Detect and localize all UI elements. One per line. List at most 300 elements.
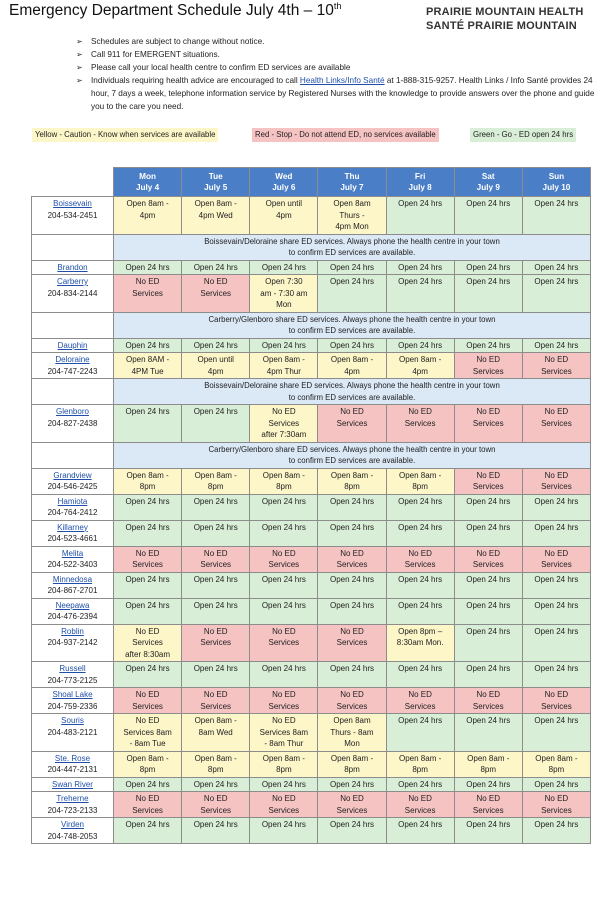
note-line: Boissevain/Deloraine share ED services. Always phone the health centre in your town bbox=[204, 236, 500, 246]
cell-line: Open 8am - bbox=[535, 753, 578, 763]
schedule-cell bbox=[318, 818, 386, 844]
schedule-cell bbox=[386, 197, 454, 235]
cell-line: Services bbox=[132, 560, 163, 569]
schedule-cell bbox=[522, 353, 590, 379]
note-line: to confirm ED services are available. bbox=[288, 456, 416, 465]
schedule-cell bbox=[318, 688, 386, 714]
schedule-cell bbox=[250, 624, 318, 662]
town-link[interactable]: Brandon bbox=[57, 262, 88, 272]
day-date: July 10 bbox=[542, 183, 571, 192]
schedule-cell bbox=[318, 353, 386, 379]
schedule-cell bbox=[250, 520, 318, 546]
cell-line: Open 24 hrs bbox=[261, 340, 306, 350]
legend-red: Red - Stop - Do not attend ED, no services available bbox=[252, 128, 439, 142]
cell-line: Open 8am - bbox=[194, 199, 237, 208]
schedule-cell bbox=[522, 792, 590, 818]
day-header bbox=[182, 168, 250, 197]
cell-line: Services bbox=[404, 805, 436, 815]
schedule-cell bbox=[318, 520, 386, 546]
schedule-cell bbox=[182, 405, 250, 443]
note-line: to confirm ED services are available. bbox=[288, 326, 416, 335]
town-link[interactable]: Carberry bbox=[56, 277, 89, 286]
cell-line: No ED bbox=[544, 690, 569, 699]
day-header bbox=[114, 168, 182, 197]
town-phone: 204-759-2336 bbox=[47, 701, 98, 711]
cell-line: No ED bbox=[203, 690, 228, 699]
shared-services-note bbox=[114, 234, 591, 260]
town-link[interactable]: Ste. Rose bbox=[54, 753, 91, 763]
schedule-cell bbox=[114, 792, 182, 818]
table-row bbox=[32, 494, 591, 520]
cell-line: No ED bbox=[272, 716, 296, 725]
cell-line: 8pm bbox=[480, 765, 497, 774]
cell-line: No ED bbox=[340, 407, 364, 416]
cell-line: Open 24 hrs bbox=[261, 574, 306, 584]
corner-cell bbox=[32, 168, 114, 197]
schedule-cell bbox=[386, 818, 454, 844]
day-date: July 9 bbox=[476, 183, 500, 192]
shared-services-note-row bbox=[32, 234, 591, 260]
cell-line: Open 24 hrs bbox=[193, 340, 238, 350]
schedule-cell bbox=[318, 777, 386, 792]
blank-cell bbox=[32, 442, 114, 468]
cell-line: Services bbox=[472, 805, 504, 815]
blank-cell bbox=[32, 312, 114, 338]
town-phone: 204-723-2133 bbox=[47, 805, 98, 815]
cell-line: Thurs - 8am bbox=[330, 727, 374, 737]
town-phone: 204-867-2701 bbox=[47, 586, 98, 595]
schedule-cell bbox=[114, 197, 182, 235]
shared-services-note bbox=[114, 442, 591, 468]
schedule-cell bbox=[182, 197, 250, 235]
table-row bbox=[32, 338, 591, 353]
cell-line: Open 24 hrs bbox=[466, 277, 511, 286]
cell-line: Open 24 hrs bbox=[466, 574, 511, 584]
cell-line: 8pm bbox=[344, 482, 360, 491]
cell-line: after 8:30am bbox=[125, 649, 171, 659]
schedule-cell bbox=[386, 353, 454, 379]
cell-line: Open 24 hrs bbox=[329, 820, 374, 829]
cell-line: Services bbox=[404, 701, 436, 711]
shared-services-note bbox=[114, 379, 591, 405]
cell-line: Open 24 hrs bbox=[193, 779, 238, 789]
schedule-cell bbox=[454, 792, 522, 818]
schedule-cell bbox=[454, 494, 522, 520]
schedule-cell bbox=[182, 624, 250, 662]
cell-line: 8pm bbox=[139, 482, 156, 491]
cell-line: Open 24 hrs bbox=[534, 262, 579, 272]
schedule-cell bbox=[182, 572, 250, 598]
schedule-cell bbox=[114, 353, 182, 379]
cell-line: Open 8AM - bbox=[126, 355, 170, 364]
cell-line: Open 24 hrs bbox=[534, 626, 579, 636]
day-header bbox=[454, 168, 522, 197]
town-link[interactable]: Treherne bbox=[56, 794, 89, 803]
cell-line: No ED bbox=[544, 355, 569, 364]
table-row bbox=[32, 353, 591, 379]
schedule-cell bbox=[182, 792, 250, 818]
cell-line: 8pm bbox=[276, 765, 292, 774]
schedule-cell bbox=[318, 546, 386, 572]
cell-line: Services bbox=[132, 701, 163, 711]
schedule-cell bbox=[386, 405, 454, 443]
schedule-cell bbox=[454, 353, 522, 379]
schedule-cell bbox=[386, 338, 454, 353]
schedule-cell bbox=[454, 751, 522, 777]
cell-line: Open 24 hrs bbox=[125, 522, 170, 532]
cell-line: Open 24 hrs bbox=[329, 277, 374, 286]
town-phone: 204-534-2451 bbox=[47, 210, 98, 220]
schedule-cell bbox=[182, 546, 250, 572]
schedule-cell bbox=[182, 777, 250, 792]
brand-line-2: SANTÉ PRAIRIE MOUNTAIN bbox=[426, 20, 577, 32]
schedule-cell bbox=[114, 777, 182, 792]
town-phone: 204-937-2142 bbox=[47, 638, 98, 647]
town-cell bbox=[32, 494, 114, 520]
cell-line: Open 24 hrs bbox=[125, 820, 170, 829]
health-links-link[interactable]: Health Links/Info Santé bbox=[299, 76, 385, 85]
table-row bbox=[32, 546, 591, 572]
schedule-cell bbox=[114, 338, 182, 353]
cell-line: Open 7:30 bbox=[265, 277, 303, 286]
schedule-cell bbox=[454, 338, 522, 353]
town-cell bbox=[32, 275, 114, 313]
schedule-cell bbox=[114, 688, 182, 714]
cell-line: Open 8am - bbox=[330, 753, 374, 763]
town-phone: 204-748-2053 bbox=[47, 831, 98, 841]
cell-line: Open 8am - bbox=[399, 355, 442, 364]
schedule-cell bbox=[522, 338, 590, 353]
day-header bbox=[386, 168, 454, 197]
cell-line: 4PM Tue bbox=[131, 366, 164, 376]
schedule-cell bbox=[318, 714, 386, 752]
cell-line: Services bbox=[472, 701, 504, 711]
cell-line: No ED bbox=[476, 548, 501, 558]
schedule-cell bbox=[250, 688, 318, 714]
note-line: Boissevain/Deloraine share ED services. Always phone the health centre in your town bbox=[204, 381, 500, 390]
table-row bbox=[32, 468, 591, 494]
town-link[interactable]: Shoal Lake bbox=[52, 690, 93, 699]
cell-line: Open 24 hrs bbox=[534, 779, 579, 789]
cell-line: No ED bbox=[272, 794, 296, 803]
schedule-cell bbox=[386, 468, 454, 494]
cell-line: Thurs - bbox=[339, 210, 365, 220]
cell-line: No ED bbox=[203, 626, 228, 636]
town-link[interactable]: Grandview bbox=[53, 470, 92, 480]
town-cell bbox=[32, 197, 114, 235]
schedule-cell bbox=[454, 572, 522, 598]
cell-line: - 8am Tue bbox=[129, 739, 166, 748]
cell-line: Open 24 hrs bbox=[125, 340, 170, 350]
schedule-cell bbox=[182, 688, 250, 714]
page-title-sup: th bbox=[333, 1, 342, 11]
cell-line: 8pm bbox=[139, 765, 156, 774]
schedule-cell bbox=[182, 818, 250, 844]
schedule-cell bbox=[522, 714, 590, 752]
schedule-cell bbox=[250, 572, 318, 598]
schedule-cell bbox=[318, 598, 386, 624]
schedule-cell bbox=[454, 546, 522, 572]
schedule-cell bbox=[386, 714, 454, 752]
schedule-cell bbox=[250, 546, 318, 572]
cell-line: Open 24 hrs bbox=[398, 522, 443, 532]
schedule-cell bbox=[182, 468, 250, 494]
cell-line: Open 24 hrs bbox=[261, 779, 306, 789]
cell-line: Open 24 hrs bbox=[534, 820, 579, 829]
schedule-cell bbox=[250, 338, 318, 353]
cell-line: Open 24 hrs bbox=[125, 600, 170, 610]
cell-line: Services bbox=[268, 805, 300, 815]
town-cell bbox=[32, 714, 114, 752]
cell-line: Open 24 hrs bbox=[261, 496, 306, 506]
cell-line: Mon bbox=[276, 300, 292, 309]
cell-line: Services 8am bbox=[259, 727, 309, 737]
cell-line: Services bbox=[336, 418, 368, 428]
note-line: Carberry/Glenboro share ED services. Always phone the health centre in your town bbox=[208, 444, 496, 454]
schedule-cell bbox=[522, 260, 590, 275]
cell-line: Open 8am - bbox=[399, 753, 442, 763]
schedule-cell bbox=[522, 662, 590, 688]
town-cell bbox=[32, 792, 114, 818]
day-header bbox=[250, 168, 318, 197]
table-row bbox=[32, 624, 591, 662]
cell-line: 8pm bbox=[412, 482, 428, 491]
day-header bbox=[318, 168, 386, 197]
town-link[interactable]: Roblin bbox=[61, 626, 84, 636]
town-link[interactable]: Killarney bbox=[57, 522, 88, 532]
table-row bbox=[32, 714, 591, 752]
cell-line: 4pm bbox=[344, 366, 360, 376]
schedule-cell bbox=[182, 260, 250, 275]
schedule-cell bbox=[522, 777, 590, 792]
cell-line: 4pm bbox=[412, 366, 428, 376]
brand-line-1: PRAIRIE MOUNTAIN HEALTH bbox=[426, 6, 584, 18]
cell-line: Open 8pm – bbox=[398, 626, 443, 636]
table-row bbox=[32, 520, 591, 546]
town-link[interactable]: Hamiota bbox=[57, 496, 88, 506]
cell-line: Open 8am - bbox=[467, 753, 510, 763]
cell-line: Services bbox=[472, 418, 504, 428]
cell-line: No ED bbox=[544, 407, 569, 416]
town-phone: 204-834-2144 bbox=[47, 288, 98, 298]
cell-line: Services bbox=[541, 805, 572, 815]
schedule-cell bbox=[114, 818, 182, 844]
cell-line: 8:30am Mon. bbox=[396, 638, 444, 647]
town-cell bbox=[32, 353, 114, 379]
table-row bbox=[32, 405, 591, 443]
cell-line: No ED bbox=[476, 407, 501, 416]
cell-line: Open 8am - bbox=[330, 470, 374, 480]
cell-line: No ED bbox=[203, 794, 228, 803]
cell-line: Open 24 hrs bbox=[125, 574, 170, 584]
cell-line: Open 24 hrs bbox=[125, 496, 170, 506]
cell-line: Services bbox=[336, 805, 368, 815]
cell-line: 8pm bbox=[207, 765, 224, 774]
schedule-cell bbox=[386, 520, 454, 546]
table-row bbox=[32, 777, 591, 792]
schedule-cell bbox=[454, 468, 522, 494]
cell-line: No ED bbox=[135, 626, 160, 636]
schedule-cell bbox=[454, 624, 522, 662]
schedule-cell bbox=[250, 353, 318, 379]
cell-line: Open 24 hrs bbox=[329, 574, 374, 584]
schedule-cell bbox=[250, 260, 318, 275]
schedule-cell bbox=[386, 662, 454, 688]
cell-line: Open 24 hrs bbox=[193, 407, 238, 416]
schedule-cell bbox=[318, 260, 386, 275]
cell-line: No ED bbox=[476, 355, 501, 364]
cell-line: Open 24 hrs bbox=[329, 262, 374, 272]
schedule-cell bbox=[182, 598, 250, 624]
cell-line: No ED bbox=[135, 277, 160, 286]
schedule-cell bbox=[114, 624, 182, 662]
schedule-cell bbox=[386, 546, 454, 572]
cell-line: Open 24 hrs bbox=[261, 664, 306, 673]
schedule-cell bbox=[250, 598, 318, 624]
cell-line: Services bbox=[404, 418, 436, 428]
cell-line: Open 24 hrs bbox=[466, 262, 511, 272]
cell-line: Services bbox=[541, 482, 572, 491]
schedule-cell bbox=[454, 818, 522, 844]
schedule-cell bbox=[114, 468, 182, 494]
schedule-cell bbox=[522, 520, 590, 546]
town-cell bbox=[32, 598, 114, 624]
schedule-cell bbox=[386, 275, 454, 313]
schedule-cell bbox=[386, 751, 454, 777]
cell-line: Services bbox=[200, 701, 232, 711]
schedule-cell bbox=[386, 260, 454, 275]
town-phone: 204-476-2394 bbox=[47, 612, 98, 621]
schedule-cell bbox=[522, 546, 590, 572]
schedule-cell bbox=[250, 751, 318, 777]
schedule-cell bbox=[522, 624, 590, 662]
cell-line: Open 8am - bbox=[194, 753, 237, 763]
cell-line: Open 24 hrs bbox=[193, 262, 238, 272]
note-text: at 1-888-315-9257. Health Links / Info Santé provides 24 hour, 7 days a week, telephone information service by Registered Nurses with the knowledge to provide answers over the phone and guide you to the care you need. bbox=[91, 76, 595, 111]
schedule-cell bbox=[318, 494, 386, 520]
cell-line: No ED bbox=[340, 548, 364, 558]
town-cell bbox=[32, 818, 114, 844]
cell-line: 8pm bbox=[207, 482, 224, 491]
town-cell bbox=[32, 662, 114, 688]
schedule-cell bbox=[182, 751, 250, 777]
schedule-cell bbox=[454, 520, 522, 546]
cell-line: Open 24 hrs bbox=[261, 262, 306, 272]
cell-line: No ED bbox=[476, 470, 501, 480]
town-link[interactable]: Russell bbox=[59, 664, 86, 673]
town-cell bbox=[32, 777, 114, 792]
schedule-cell bbox=[386, 572, 454, 598]
schedule-cell bbox=[318, 275, 386, 313]
schedule-cell bbox=[454, 275, 522, 313]
schedule-cell bbox=[522, 494, 590, 520]
table-row bbox=[32, 197, 591, 235]
schedule-cell bbox=[114, 405, 182, 443]
cell-line: Services bbox=[132, 638, 163, 647]
schedule-cell bbox=[318, 792, 386, 818]
shared-services-note-row bbox=[32, 379, 591, 405]
note-item: ➢ Call 911 for EMERGENT situations. bbox=[76, 48, 604, 61]
cell-line: Open 24 hrs bbox=[466, 664, 511, 673]
schedule-cell bbox=[454, 688, 522, 714]
schedule-cell bbox=[114, 751, 182, 777]
cell-line: Open 24 hrs bbox=[398, 600, 443, 610]
schedule-cell bbox=[250, 275, 318, 313]
cell-line: Open 24 hrs bbox=[398, 664, 443, 673]
cell-line: No ED bbox=[135, 716, 160, 725]
cell-line: No ED bbox=[340, 626, 364, 636]
cell-line: Open 24 hrs bbox=[125, 262, 170, 272]
town-link[interactable]: Virden bbox=[61, 820, 84, 829]
cell-line: No ED bbox=[272, 690, 296, 699]
note-line: to confirm ED services are available. bbox=[288, 392, 416, 402]
day-name: Sat bbox=[481, 171, 495, 181]
town-cell bbox=[32, 520, 114, 546]
legend-yellow: Yellow - Caution - Know when services are available bbox=[32, 128, 218, 142]
schedule-cell bbox=[250, 662, 318, 688]
cell-line: Open 24 hrs bbox=[398, 779, 443, 789]
table-row bbox=[32, 572, 591, 598]
cell-line: Open 24 hrs bbox=[398, 340, 443, 350]
cell-line: Open 24 hrs bbox=[466, 522, 511, 532]
cell-line: No ED bbox=[272, 626, 296, 636]
town-link[interactable]: Dauphin bbox=[57, 340, 88, 350]
town-link[interactable]: Swan River bbox=[52, 779, 93, 789]
cell-line: 8pm bbox=[344, 765, 360, 774]
cell-line: No ED bbox=[476, 794, 501, 803]
town-link[interactable]: Boissevain bbox=[53, 199, 92, 208]
schedule-cell bbox=[386, 494, 454, 520]
cell-line: Services bbox=[336, 701, 368, 711]
schedule-cell bbox=[522, 468, 590, 494]
table-row bbox=[32, 275, 591, 313]
schedule-cell bbox=[250, 792, 318, 818]
town-link[interactable]: Melita bbox=[61, 548, 84, 558]
table-row bbox=[32, 751, 591, 777]
cell-line: Services bbox=[268, 418, 300, 428]
town-phone: 204-522-3403 bbox=[47, 560, 98, 569]
cell-line: Services bbox=[336, 638, 368, 647]
town-link[interactable]: Glenboro bbox=[56, 407, 89, 416]
cell-line: Open 24 hrs bbox=[193, 820, 238, 829]
schedule-cell bbox=[250, 197, 318, 235]
cell-line: Open 24 hrs bbox=[329, 522, 374, 532]
town-link[interactable]: Minnedosa bbox=[52, 574, 93, 584]
town-link[interactable]: Neepawa bbox=[55, 600, 90, 610]
cell-line: Open 24 hrs bbox=[329, 600, 374, 610]
town-link[interactable]: Deloraine bbox=[55, 355, 90, 364]
cell-line: No ED bbox=[135, 690, 160, 699]
schedule-cell bbox=[318, 338, 386, 353]
table-row bbox=[32, 792, 591, 818]
cell-line: Open 8am - bbox=[330, 355, 374, 364]
cell-line: Open 8am - bbox=[262, 355, 305, 364]
page-title bbox=[9, 1, 341, 20]
cell-line: Services bbox=[404, 560, 436, 569]
cell-line: Services bbox=[268, 560, 300, 569]
table-row bbox=[32, 260, 591, 275]
cell-line: No ED bbox=[272, 548, 296, 558]
table-row bbox=[32, 688, 591, 714]
cell-line: 8pm bbox=[412, 765, 428, 774]
schedule-cell bbox=[250, 494, 318, 520]
schedule-cell bbox=[318, 405, 386, 443]
schedule-cell bbox=[182, 494, 250, 520]
cell-line: 4pm bbox=[276, 210, 292, 220]
day-name: Wed bbox=[275, 171, 293, 181]
town-phone: 204-827-2438 bbox=[47, 418, 98, 428]
town-link[interactable]: Souris bbox=[61, 716, 84, 725]
